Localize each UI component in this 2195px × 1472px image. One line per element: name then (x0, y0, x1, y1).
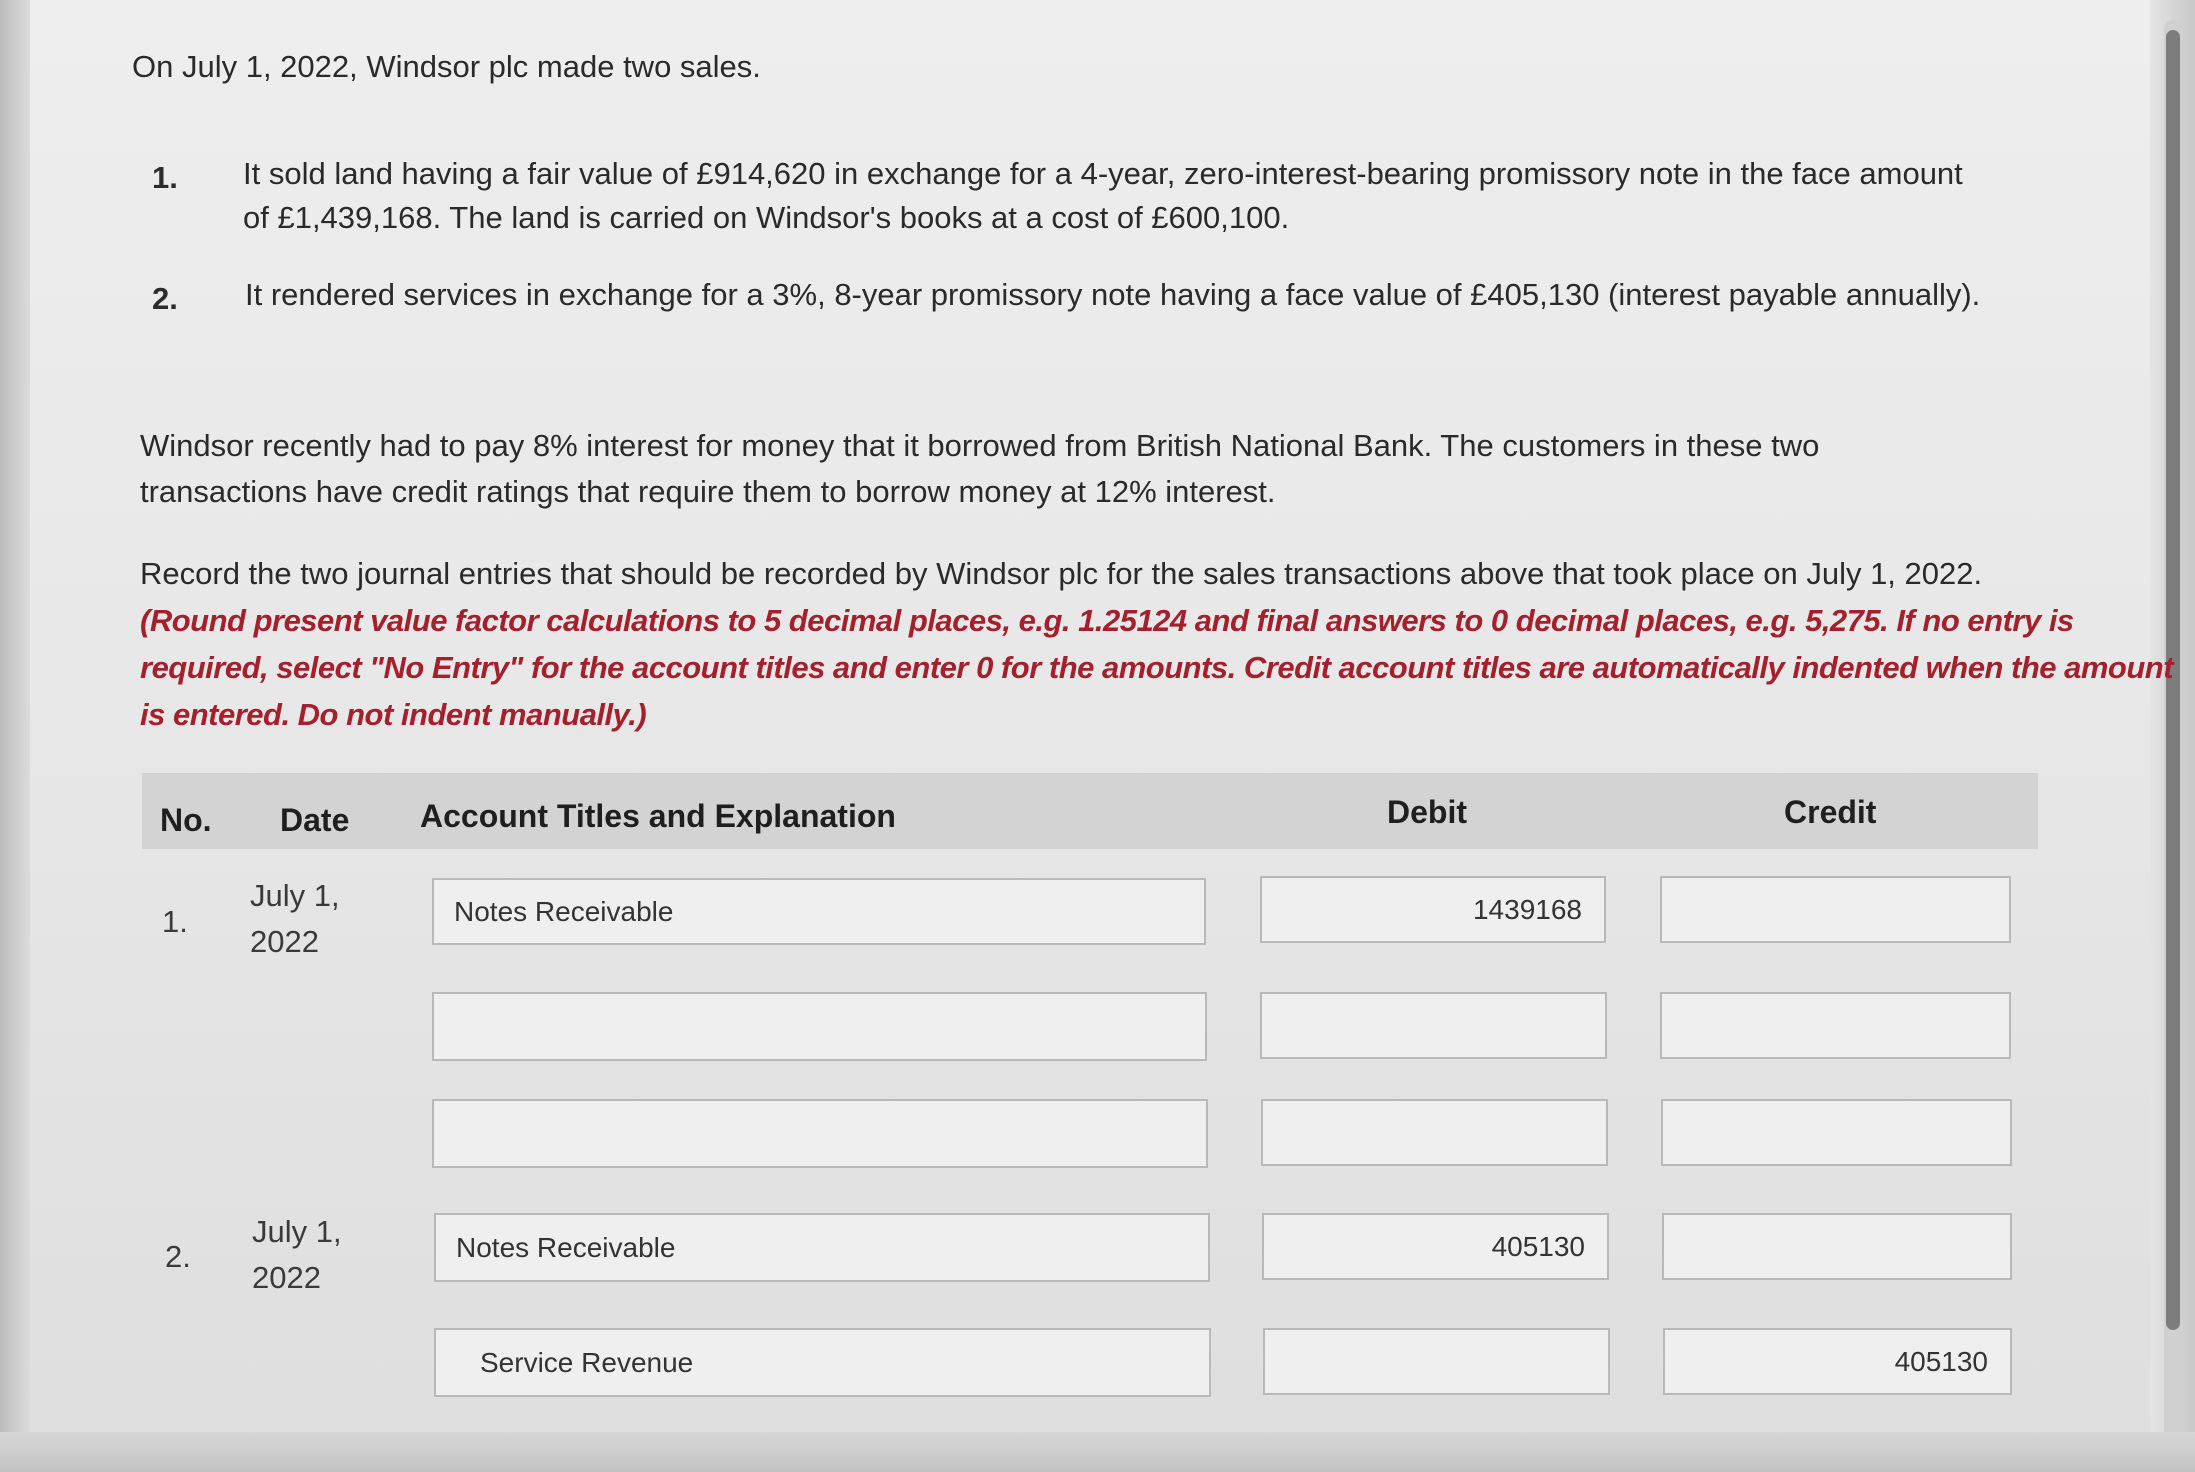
entry-2-row-2-credit-input[interactable]: 405130 (1663, 1328, 2012, 1395)
entry-1-date-line-1: July 1, (250, 878, 340, 913)
rounding-note-line-3: is entered. Do not indent manually.) (140, 697, 647, 732)
entry-1-date-line-2: 2022 (250, 924, 319, 959)
entry-2-row-2-debit-input[interactable] (1263, 1328, 1610, 1395)
entry-1-row-1-account-input[interactable]: Notes Receivable (432, 878, 1206, 945)
item-number-2: 2. (152, 281, 178, 316)
rounding-note-line-1: (Round present value factor calculations to 5 decimal places, e.g. 1.25124 and final answers to 0 decimal places, e.g. 5,275. If no entry is (140, 603, 2074, 638)
interest-paragraph-line-2: transactions have credit ratings that require them to borrow money at 12% interest. (140, 474, 1276, 509)
item-1-line-2: of £1,439,168. The land is carried on Windsor's books at a cost of £600,100. (243, 200, 1290, 235)
header-account-titles: Account Titles and Explanation (420, 798, 896, 834)
problem-intro: On July 1, 2022, Windsor plc made two sales. (132, 49, 761, 84)
entry-1-row-2-credit-input[interactable] (1660, 992, 2011, 1059)
entry-1-row-1-credit-input[interactable] (1660, 876, 2011, 943)
header-no: No. (160, 802, 212, 838)
entry-2-date-line-1: July 1, (252, 1214, 342, 1249)
entry-2-row-1-credit-input[interactable] (1662, 1213, 2012, 1280)
rounding-note-line-2: required, select "No Entry" for the account titles and enter 0 for the amounts. Credit account titles are automatically indented when the amount (140, 650, 2174, 685)
entry-1-row-3-debit-input[interactable] (1261, 1099, 1608, 1166)
entry-1-row-2-debit-input[interactable] (1260, 992, 1607, 1059)
interest-paragraph-line-1: Windsor recently had to pay 8% interest for money that it borrowed from British National Bank. The customers in these two (140, 428, 1820, 463)
item-number-1: 1. (152, 160, 178, 195)
entry-1-row-3-account-input[interactable] (432, 1099, 1208, 1168)
entry-1-row-3-credit-input[interactable] (1661, 1099, 2012, 1166)
entry-1-row-2-account-input[interactable] (432, 992, 1207, 1061)
entry-2-date-line-2: 2022 (252, 1260, 321, 1295)
screen-edge-bottom (0, 1432, 2195, 1472)
entry-1-row-1-debit-input[interactable]: 1439168 (1260, 876, 1606, 943)
screen-edge-left (0, 0, 30, 1472)
entry-2-number: 2. (165, 1239, 191, 1274)
entry-2-row-1-debit-input[interactable]: 405130 (1262, 1213, 1609, 1280)
entry-2-row-1-account-input[interactable]: Notes Receivable (434, 1213, 1210, 1282)
instruction-text: Record the two journal entries that should be recorded by Windsor plc for the sales transactions above that took place on July 1, 2022. (140, 556, 1983, 591)
header-debit: Debit (1387, 794, 1467, 830)
item-1-line-1: It sold land having a fair value of £914,620 in exchange for a 4-year, zero-interest-bearing promissory note in the face amount (243, 156, 1963, 191)
entry-1-number: 1. (162, 904, 188, 939)
entry-2-row-2-account-input[interactable]: Service Revenue (434, 1328, 1211, 1397)
item-2-line-1: It rendered services in exchange for a 3%, 8-year promissory note having a face value of £405,130 (interest payable annually). (245, 277, 1981, 312)
header-credit: Credit (1784, 794, 1877, 830)
header-date: Date (280, 802, 350, 838)
